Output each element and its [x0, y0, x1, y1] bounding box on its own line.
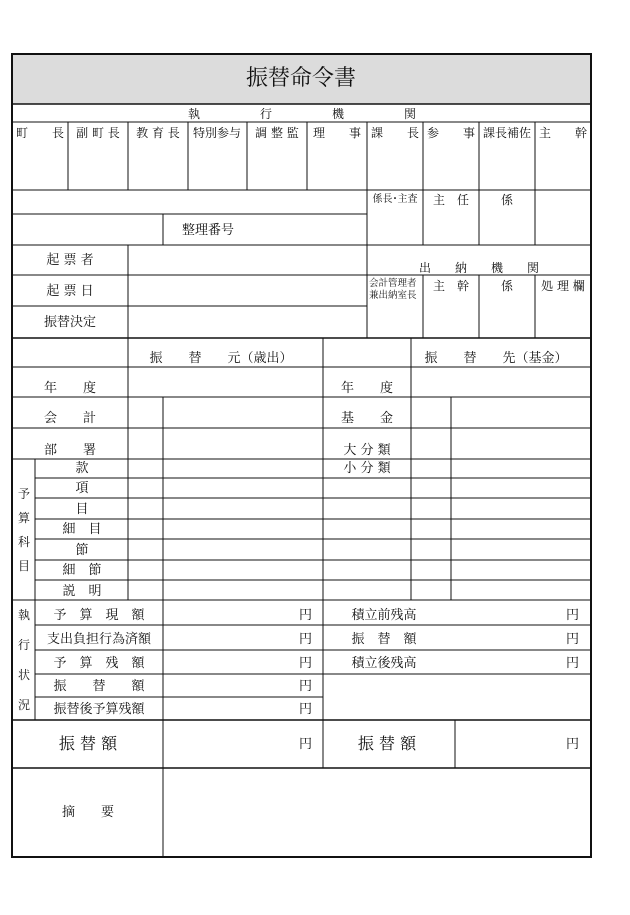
transfer-amount-label-dest: 振 替 額	[357, 734, 417, 753]
draft-date-label: 起 票 日	[46, 284, 94, 299]
exec-budget-remaining: 予 算 残 額	[53, 656, 145, 671]
exec-col-coordinator: 調 整 監	[255, 126, 299, 140]
exec-col-assistant-chief: 課長補佐	[482, 126, 532, 140]
exec-col-subsection-chief: 係長･主査	[372, 194, 418, 205]
exec-col-deputy-mayor: 副 町 長	[76, 126, 120, 140]
drafter-label: 起 票 者	[46, 253, 94, 268]
exec-yen-4: 円	[298, 679, 312, 694]
budget-item-moku: 目	[75, 502, 89, 517]
exec-col-senior-manager: 主 幹	[538, 126, 588, 140]
disb-col-senior-manager: 主 幹	[432, 279, 470, 293]
fund-before-balance: 積立前残高	[351, 608, 417, 623]
exec-col-mayor: 町 長	[15, 126, 65, 140]
fund-yen-3: 円	[565, 656, 579, 671]
source-year-label: 年 度	[43, 381, 97, 396]
disbursement-org-header: 出 納 機 関	[418, 261, 540, 275]
dest-year-label: 年 度	[340, 381, 394, 396]
budget-vertical-4: 目	[17, 559, 31, 573]
exec-col-superintendent: 教 育 長	[136, 126, 180, 140]
exec-col-director: 理 事	[312, 126, 362, 140]
exec-status-vertical-1: 執	[17, 608, 31, 622]
exec-org-header: 執 行 機 関	[187, 107, 417, 121]
budget-vertical-3: 科	[17, 535, 31, 549]
budget-item-kou: 項	[75, 481, 89, 496]
exec-post-transfer-remaining: 振替後予算残額	[53, 702, 145, 717]
dest-minor-label: 小 分 類	[343, 461, 391, 476]
source-account-label: 会 計	[43, 411, 97, 426]
transfer-amount-label-source: 振 替 額	[58, 734, 118, 753]
budget-vertical-2: 算	[17, 511, 31, 525]
exec-transfer-amount: 振 替 額	[53, 679, 145, 694]
dest-fund-label: 基 金	[340, 411, 394, 426]
transfer-decision-label: 振替決定	[43, 315, 97, 330]
source-department-label: 部 署	[43, 443, 97, 458]
budget-item-description: 説 明	[62, 584, 102, 599]
exec-col-special-advisor: 特別参与	[192, 126, 242, 140]
budget-vertical-1: 予	[17, 487, 31, 501]
exec-committed: 支出負担行為済額	[46, 632, 152, 647]
exec-yen-1: 円	[298, 608, 312, 623]
remarks-label: 摘 要	[61, 805, 115, 820]
transfer-amount-yen-dest: 円	[565, 737, 579, 752]
fund-yen-1: 円	[565, 608, 579, 623]
ref-number-label: 整理番号	[181, 223, 235, 238]
exec-col-section-chief: 課 長	[370, 126, 420, 140]
budget-item-setsu: 節	[75, 543, 89, 558]
page-title: 振替命令書	[245, 66, 357, 91]
transfer-amount-yen-source: 円	[298, 737, 312, 752]
exec-status-vertical-2: 行	[17, 638, 31, 652]
budget-item-saimoku: 細 目	[62, 522, 102, 537]
fund-after-balance: 積立後残高	[351, 656, 417, 671]
disb-col-processing: 処 理 欄	[541, 279, 585, 293]
exec-yen-2: 円	[298, 632, 312, 647]
disb-col-staff: 係	[500, 279, 514, 293]
source-header: 振 替 元（歳出）	[149, 351, 293, 366]
fund-yen-2: 円	[565, 632, 579, 647]
exec-col-supervisor: 主 任	[432, 193, 470, 207]
destination-header: 振 替 先（基金）	[424, 351, 568, 366]
budget-item-saisetsu: 細 節	[62, 563, 102, 578]
exec-yen-5: 円	[298, 702, 312, 717]
dest-major-label: 大 分 類	[343, 443, 391, 458]
fund-transfer-amount: 振 替 額	[351, 632, 417, 647]
exec-yen-3: 円	[298, 656, 312, 671]
exec-budget-current: 予 算 現 額	[53, 608, 145, 623]
exec-col-staff: 係	[500, 193, 514, 207]
exec-status-vertical-3: 状	[17, 668, 31, 682]
budget-item-kan: 款	[75, 461, 89, 476]
exec-status-vertical-4: 況	[17, 698, 31, 712]
exec-col-councilor: 参 事	[426, 126, 476, 140]
disb-col-accounting-manager: 会計管理者 兼出納室長	[369, 278, 417, 301]
